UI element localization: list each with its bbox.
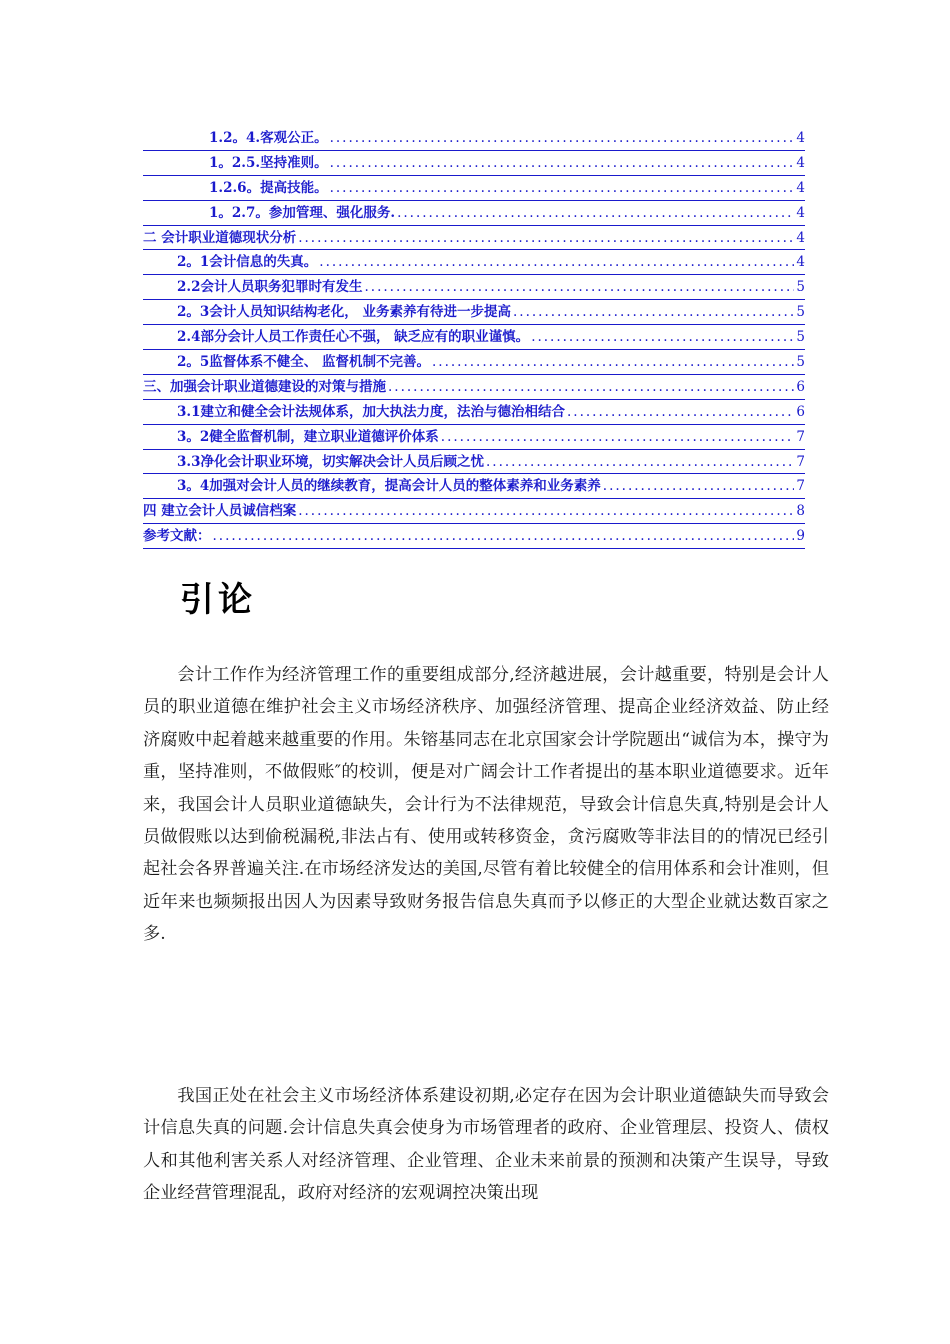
toc-entry-page: 4 [796, 179, 805, 196]
toc-entry-title: 2。1会计信息的失真。 [177, 254, 318, 271]
table-of-contents [143, 126, 805, 549]
toc-entry-page: 6 [796, 403, 805, 420]
toc-leader-dots [486, 450, 794, 475]
toc-leader-dots [567, 400, 794, 425]
toc-entry-title: 3。2健全监督机制，建立职业道德评价体系 [177, 428, 439, 445]
toc-entry-page: 5 [796, 304, 805, 321]
toc-entry-2-3[interactable] [143, 300, 805, 325]
toc-entry-section-3[interactable] [143, 375, 805, 400]
toc-entry-1-2-4[interactable] [143, 126, 805, 151]
toc-entry-3-1[interactable] [143, 400, 805, 425]
toc-entry-page: 7 [796, 428, 805, 445]
toc-entry-2-2[interactable] [143, 275, 805, 300]
toc-entry-title: 3。4加强对会计人员的继续教育，提高会计人员的整体素养和业务素养 [177, 478, 601, 495]
toc-entry-page: 5 [796, 329, 805, 346]
toc-entry-section-4[interactable] [143, 499, 805, 524]
toc-entry-page: 6 [796, 378, 805, 395]
toc-leader-dots [432, 350, 794, 375]
section-heading: 引论 [180, 580, 256, 620]
toc-entry-1-2-6[interactable] [143, 176, 805, 201]
toc-entry-page: 4 [796, 254, 805, 271]
body-paragraph: 会计工作作为经济管理工作的重要组成部分,经济越进展，会计越重要，特别是会计人员的职业道德在维护社会主义市场经济秩序、加强经济管理、提高企业经济效益、防止经济腐败中起着越来越重要的作用。朱镕基同志在北京国家会计学院题出“诚信为本，操守为重，坚持准则，不做假账″的校训，便是对广阔会计工作者提出的基本职业道德要求。近年来，我国会计人员职业道德缺失，会计行为不法律规范，导致会计信息失真,特别是会计人员做假账以达到偷税漏税,非法占有、使用或转移资金，贪污腐败等非法目的的情况已经引起社会各界普遍关注.在市场经济发达的美国,尽管有着比较健全的信用体系和会计准则，但近年来也频频报出因人为因素导致财务报告信息失真而予以修正的大型企业就达数百家之多. [143, 665, 829, 945]
toc-entry-page: 9 [796, 528, 805, 545]
body-paragraph: 我国正处在社会主义市场经济体系建设初期,必定存在因为会计职业道德缺失而导致会计信息失真的问题.会计信息失真会使身为市场管理者的政府、企业管理层、投资人、债权人和其他利害关系人对经济管理、企业管理、企业未来前景的预测和决策产生误导，导致企业经营管理混乱，政府对经济的宏观调控决策出现 [143, 1086, 829, 1204]
toc-leader-dots [531, 325, 794, 350]
toc-entry-title: 2.2会计人员职务犯罪时有发生 [177, 279, 363, 296]
toc-leader-dots [319, 250, 794, 275]
toc-entry-page: 7 [796, 453, 805, 470]
toc-entry-title: 2。5监督体系不健全、 监督机制不完善。 [177, 354, 430, 371]
toc-entry-page: 5 [796, 354, 805, 371]
toc-entry-page: 4 [796, 229, 805, 246]
toc-leader-dots [330, 176, 795, 201]
toc-entry-page: 8 [796, 503, 805, 520]
toc-entry-1-2-5[interactable] [143, 151, 805, 176]
toc-entry-1-2-7[interactable] [143, 201, 805, 226]
toc-leader-dots [388, 375, 794, 400]
toc-leader-dots [330, 126, 795, 151]
toc-entry-references[interactable] [143, 524, 805, 549]
toc-entry-page: 4 [796, 154, 805, 171]
toc-entry-page: 5 [796, 279, 805, 296]
toc-entry-section-2[interactable] [143, 226, 805, 251]
toc-leader-dots [213, 524, 795, 549]
toc-entry-title: 三、加强会计职业道德建设的对策与措施 [143, 378, 386, 395]
toc-entry-title: 3.1建立和健全会计法规体系，加大执法力度，法治与德治相结合 [177, 403, 565, 420]
toc-entry-page: 4 [796, 204, 805, 221]
toc-leader-dots [397, 201, 794, 226]
toc-entry-page: 7 [796, 478, 805, 495]
toc-entry-page: 4 [796, 130, 805, 146]
toc-leader-dots [365, 275, 795, 300]
toc-entry-2-1[interactable] [143, 250, 805, 275]
toc-entry-title: 3.3净化会计职业环境，切实解决会计人员后顾之忧 [177, 453, 484, 470]
toc-entry-3-4[interactable] [143, 474, 805, 499]
toc-entry-3-3[interactable] [143, 450, 805, 475]
toc-entry-title: 2。3会计人员知识结构老化， 业务素养有待进一步提高 [177, 304, 511, 321]
toc-leader-dots [603, 474, 795, 499]
toc-entry-3-2[interactable] [143, 425, 805, 450]
toc-entry-title: 1。2.5.坚持准则。 [209, 154, 328, 171]
toc-entry-title: 2.4部分会计人员工作责任心不强， 缺乏应有的职业谨慎。 [177, 329, 530, 346]
toc-leader-dots [298, 499, 794, 524]
toc-entry-title: 二 会计职业道德现状分析 [143, 229, 297, 246]
toc-leader-dots [330, 151, 795, 176]
toc-entry-title: 参考文献： [143, 528, 211, 545]
toc-entry-title: 1。2.7。参加管理、强化服务. [209, 204, 396, 221]
toc-entry-2-5[interactable] [143, 350, 805, 375]
toc-leader-dots [441, 425, 795, 450]
toc-entry-title: 1.2。4.客观公正。 [209, 130, 328, 146]
toc-leader-dots [513, 300, 794, 325]
toc-entry-title: 1.2.6。提高技能。 [209, 179, 328, 196]
toc-entry-title: 四 建立会计人员诚信档案 [143, 503, 297, 520]
toc-leader-dots [298, 226, 794, 251]
toc-entry-2-4[interactable] [143, 325, 805, 350]
